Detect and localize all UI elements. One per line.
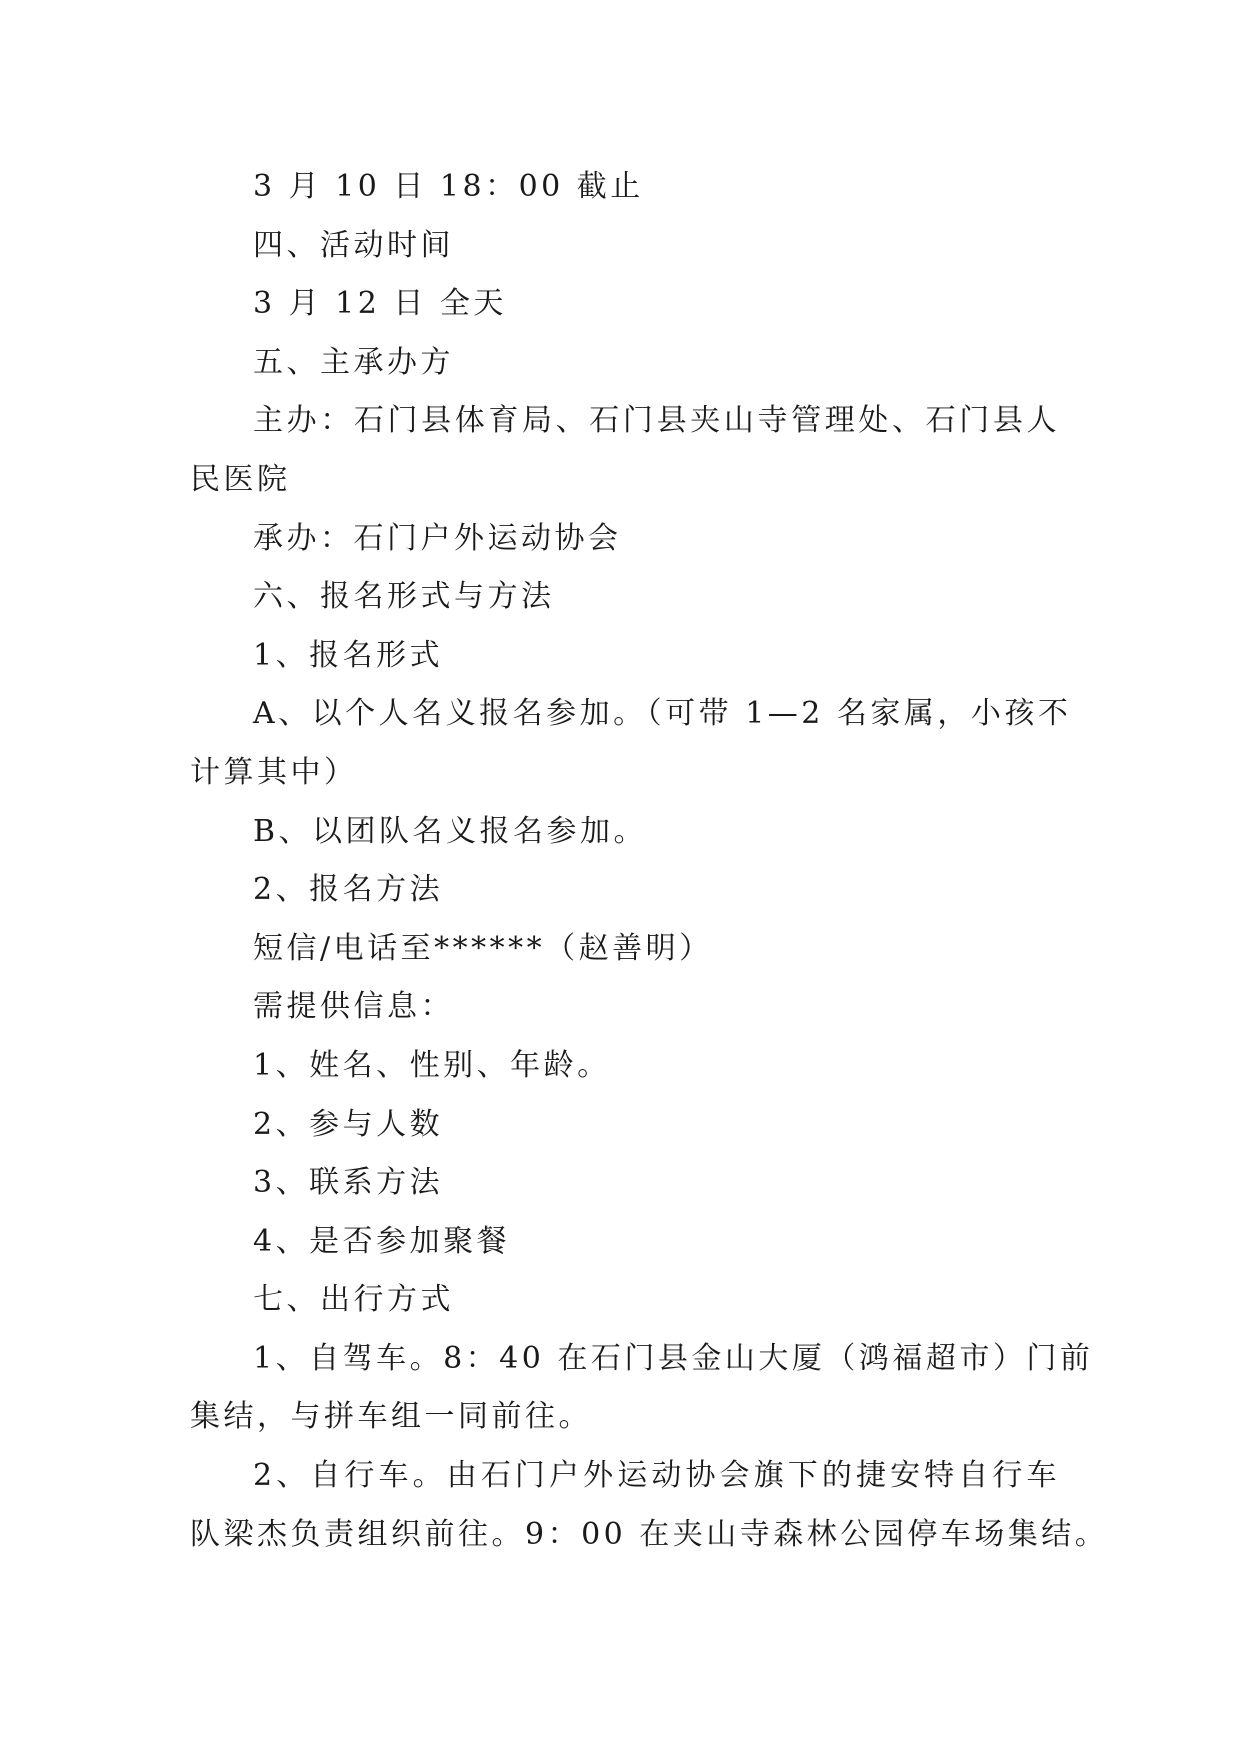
co-organizer-text: 承办：石门户外运动协会 <box>253 520 622 556</box>
organizer-line-2: 民医院 <box>190 461 291 497</box>
required-info-item-4: 4、是否参加聚餐 <box>253 1223 511 1259</box>
section-5-heading: 五、主承办方 <box>253 344 454 380</box>
required-info-item-3: 3、联系方法 <box>253 1165 444 1201</box>
organizer-line-1: 主办：石门县体育局、石门县夹山寺管理处、石门县人 <box>253 403 1060 439</box>
contact-text: 短信/电话至******（赵善明） <box>253 930 713 966</box>
section-4-heading: 四、活动时间 <box>253 227 454 263</box>
document-body <box>190 158 1109 1564</box>
section-7-heading: 七、出行方式 <box>253 1282 454 1318</box>
registration-option-a-line-2: 计算其中） <box>190 754 358 790</box>
required-info-heading: 需提供信息： <box>253 989 454 1025</box>
event-date-text: 3 月 12 日 全天 <box>253 286 507 322</box>
section-6-heading: 六、报名形式与方法 <box>253 579 555 615</box>
registration-option-a-line-1: A、以个人名义报名参加。（可带 1—2 名家属，小孩不 <box>253 696 1072 732</box>
required-info-item-1: 1、姓名、性别、年龄。 <box>253 1047 611 1083</box>
travel-option-1-line-1: 1、自驾车。8：40 在石门县金山大厦（鸿福超市）门前 <box>253 1340 1094 1376</box>
travel-option-2-line-1: 2、自行车。由石门户外运动协会旗下的捷安特自行车 <box>253 1458 1060 1494</box>
travel-option-2-line-2: 队梁杰负责组织前往。9：00 在夹山寺森林公园停车场集结。 <box>190 1516 1109 1552</box>
travel-option-1-line-2: 集结，与拼车组一同前往。 <box>190 1399 592 1435</box>
deadline-text: 3 月 10 日 18：00 截止 <box>253 169 644 204</box>
registration-form-heading: 1、报名形式 <box>253 637 444 673</box>
registration-method-heading: 2、报名方法 <box>253 872 444 908</box>
required-info-item-2: 2、参与人数 <box>253 1106 444 1142</box>
registration-option-b: B、以团队名义报名参加。 <box>253 813 648 849</box>
